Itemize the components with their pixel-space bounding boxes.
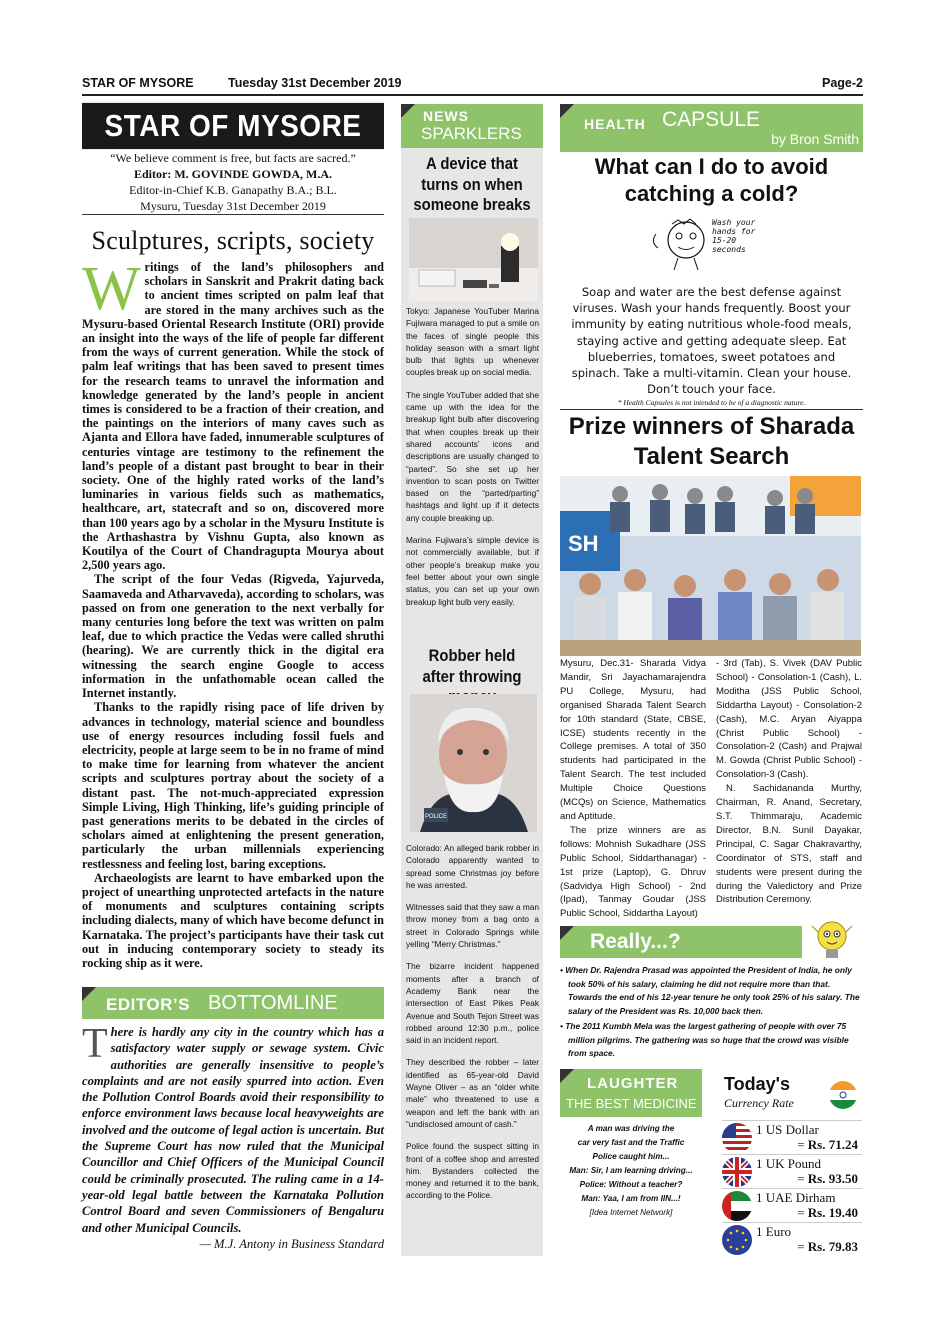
currency-subtitle: Currency Rate	[724, 1096, 794, 1110]
really-facts	[560, 964, 863, 1063]
page-header	[82, 72, 863, 96]
health-label-bold: HEALTH	[584, 116, 646, 132]
bottomline-header	[82, 987, 384, 1019]
header-page-number: Page-2	[822, 76, 863, 90]
sparklers-header	[401, 104, 543, 148]
laughter-label-top: LAUGHTER	[587, 1075, 679, 1092]
sparkler-story1	[406, 305, 539, 618]
sparklers-label-bottom: SPARKLERS	[421, 124, 522, 143]
prize-paragraph: N. Sachidananda Murthy, Chairman, R. Anand, Secretary, S.T. Thimmaraju, Academic Director, B.N. Sunil Dayakar, Principal, C. Sagar Chakravarthy, Coordinator of STS, staff and students were present during the during the Valedictory and Prize Distribution Ceremony.	[716, 783, 862, 906]
laughter-label-bottom: THE BEST MEDICINE	[566, 1096, 697, 1111]
bottomline-body	[82, 1021, 384, 1252]
currency-name: 1 UK Pound	[756, 1156, 822, 1171]
masthead-editor-in-chief: Editor-in-Chief K.B. Ganapathy B.A.; B.L.	[129, 183, 337, 197]
us-flag-icon	[722, 1123, 752, 1153]
banner-text: SH	[568, 531, 599, 556]
currency-row-gbp	[722, 1154, 862, 1189]
currency-equals: =	[797, 1205, 808, 1220]
laughter-joke	[560, 1122, 702, 1220]
currency-row-usd	[722, 1120, 862, 1155]
joke-line: A man was driving the	[587, 1124, 675, 1133]
laughter-header	[560, 1069, 702, 1117]
bottomline-label-bold: EDITOR’S	[106, 995, 190, 1014]
prize-winners-photo	[560, 476, 861, 656]
editorial-paragraph: Archaeologists are learnt to have embarked upon the project of unearthing unprotected artefacts in the nature of monuments and sculptures containing scripts including dialects, many of which have become defunct in Karnataka. The project’s participants have their task cut out in inducing contemporary society to steady its rocking ship as it were.	[82, 870, 384, 970]
joke-line: [Idea Internet Network]	[589, 1208, 673, 1217]
masthead-editor: Editor: M. GOVINDE GOWDA, M.A.	[134, 167, 332, 181]
currency-equals: =	[797, 1239, 808, 1254]
editorial-dropcap: W	[82, 255, 141, 323]
light-bulb-photo	[409, 218, 538, 301]
sparkler-paragraph: Police found the suspect sitting in front of a coffee shop and arrested him. Bystanders collected the money and returned it to the bank, according to the Police.	[406, 1141, 539, 1201]
joke-line: Police caught him...	[592, 1152, 670, 1161]
currency-equals: =	[797, 1171, 808, 1186]
currency-rate: Rs. 71.24	[807, 1137, 858, 1152]
health-text: Soap and water are the best defense against viruses. Wash your hands frequently. Boost your immunity by eating nutritious whole-food meals, staying active and getting adequate sleep. Eat blueberries, tomatoes, sweet potatoes and spinach. Take a multi-vitamin. Clean your house. Don’t touch your face.	[571, 285, 852, 397]
header-date: Tuesday 31st December 2019	[228, 76, 402, 90]
prize-paragraph: - 3rd (Tab), S. Vivek (DAV Public School) - Consolation-1 (Cash), L. Moditha (JSS Public School, Siddartha Layout) - Consolation-2 (Cash), M.C. Aryan Aiyappa (Christ Public School) - Consolation-2 (Cash) and Prajwal M. Gowda (Christ Public School) - Consolation-3 (Cash).	[716, 658, 862, 781]
editorial-paragraph: Thanks to the rapidly rising pace of life driven by advances in technology, material science and boundless use of energy resources including fossil fuels and electricity, people at large seem to be in no frame of mind to make time for learning from whatever the ancient scripts and sculptures portray about the society of a distant past. The not-much-appreciated expression Simple Living, High Thinking, life’s guiding principle of past generations merits to be debated in the circles of scholars aimed at enlightening the present generation, particularly the urban millennials experiencing restlessness and feeling lost, baring exceptions.	[82, 700, 384, 871]
bottomline-label-light: BOTTOMLINE	[208, 992, 338, 1014]
masthead-info	[82, 150, 384, 214]
sparkler-paragraph: Marina Fujiwara’s simple device is not commercially available, but if other people’s breakup make you feel better about your own single status, you can set up your own breakup light bulb very easily.	[406, 535, 539, 607]
uk-flag-icon	[722, 1157, 752, 1187]
sparkler-paragraph: Witnesses said that they saw a man throw money from a bag onto a street in Colorado Springs while yelling “Merry Christmas.”	[406, 902, 539, 950]
sparkler-paragraph: Tokyo: Japanese YouTuber Marina Fujiwara managed to put a smile on the faces of single people this holiday season with a smart light bulb that lights up whenever couples break up on social media.	[406, 306, 539, 378]
sparklers-label-top: NEWS	[423, 108, 469, 124]
bottomline-dropcap: T	[82, 1021, 108, 1067]
joke-line: Police: Without a teacher?	[579, 1180, 683, 1189]
currency-equals: =	[797, 1137, 808, 1152]
prize-text-col2	[716, 657, 862, 907]
sparkler-headline: A device that turns on when someone breaks	[413, 155, 531, 214]
really-label: Really...?	[590, 930, 681, 953]
robber-photo	[410, 694, 537, 832]
currency-title: Today's	[724, 1074, 790, 1094]
health-note: * Health Capsules is not intended to be of a diagnostic nature.	[617, 398, 806, 407]
sparkler-headline: Robber held after throwing	[422, 647, 522, 686]
currency-rate: Rs. 19.40	[807, 1205, 858, 1220]
sparkler-paragraph: The bizarre incident happened moments after a branch of Academy Bank near the intersection of East Pikes Peak Avenue and South Tejon Street was robbed around 12:30 p.m., police said in an incident report.	[406, 961, 539, 1046]
sparkler-paragraph: Colorado: An alleged bank robber in Colorado apparently wanted to spread some Christmas joy before he was arrested.	[406, 843, 539, 890]
joke-line: Man: Sir, I am learning driving...	[569, 1166, 693, 1175]
sparkler-story2	[406, 842, 539, 1212]
currency-rate: Rs. 93.50	[807, 1171, 858, 1186]
masthead-dateline: Mysuru, Tuesday 31st December 2019	[140, 199, 326, 213]
prize-paragraph: Mysuru, Dec.31- Sharada Vidya Mandir, Sri Jayachamarajendra PU College, Mysuru, had organised Sharada Talent Search for 10th standard (State, CBSE, ICSE) students recently in the College premises. A total of 350 students had participated in the Talent Search. The test included Multiple Choice Questions (MCQs) on Science, Mathematics and Aptitude.	[560, 658, 706, 822]
joke-line: Man: Yaa, I am from IIN...!	[581, 1194, 681, 1203]
prize-headline: Prize winners of Sharada Talent Search	[568, 413, 855, 470]
currency-rate: Rs. 79.83	[807, 1239, 858, 1254]
health-byline: by Bron Smith	[771, 131, 859, 147]
bottomline-credit: — M.J. Antony in Business Standard	[199, 1236, 384, 1251]
currency-row-aed	[722, 1188, 862, 1223]
eu-flag-icon	[722, 1225, 752, 1255]
masthead-motto: “We believe comment is free, but facts are sacred.”	[110, 151, 356, 165]
hand-washing-cartoon	[648, 212, 768, 272]
editorial-body	[82, 255, 384, 970]
health-question: What can I do to avoid catching a cold?	[594, 154, 829, 206]
uae-flag-icon	[722, 1191, 752, 1221]
really-item: • The 2011 Kumbh Mela was the largest gathering of people with over 75 million pilgrims. The gathering was so huge that the crowd was visible from space.	[560, 1021, 849, 1058]
really-header	[560, 926, 802, 958]
divider	[82, 214, 384, 215]
health-capsule-header	[560, 104, 863, 152]
divider	[560, 409, 863, 410]
header-paper-name: STAR OF MYSORE	[82, 76, 194, 90]
editorial-headline: Sculptures, scripts, society	[91, 226, 375, 255]
currency-name: 1 US Dollar	[756, 1122, 819, 1137]
bottomline-text: here is hardly any city in the country which has a satisfactory water supply or sewage system. Civic authorities are generally insensitive to people’s complaints and are not easily spurred into action. Even the Pollution Control Boards avoid their responsibility to enforce environment laws because local heavyweights are involved and the outcome of legal action is uncertain. But the Supreme Court has now ruled that the Municipal Councillor and Chief Officers of the Municipal Council could be criminally prosecuted. The ruling came in a 14-year-old legal battle between the Karnataka Pollution Control Board and seven Commissioners of Bengaluru and other Municipal Councils.	[82, 1025, 384, 1235]
currency-rate-box	[718, 1072, 863, 1252]
currency-row-eur	[722, 1222, 862, 1257]
police-badge: POLICE	[424, 814, 448, 820]
prize-text-col1	[560, 657, 706, 921]
india-flag-icon	[828, 1080, 858, 1110]
health-label-light: CAPSULE	[662, 108, 761, 131]
cartoon-caption: Wash your hands for 15-20 seconds	[712, 218, 756, 254]
currency-name: 1 UAE Dirham	[756, 1190, 836, 1205]
currency-name: 1 Euro	[756, 1224, 792, 1239]
joke-line: car very fast and the Traffic	[577, 1138, 685, 1147]
editorial-paragraph: The script of the four Vedas (Rigveda, Yajurveda, Saamaveda and Atharvaveda), according to scholars, was passed on from one generation to the next verbally for many centuries long before the text was written on palm leaf, due to which practice the Vedas were called shruthi (hearing). We are currently thick in the digital era witnessing the search engine Google to access information in the unfathomable ocean called the Internet instantly.	[82, 572, 384, 701]
sparkler-paragraph: The single YouTuber added that she came up with the idea for the breakup light bulb after discovering that when couples break up their shared accounts’ icons and descriptions are usually changed to “parted”. So she set up her invention to scan posts on Twitter based on the “parted/parting” hashtags and light up if it detects any couple breaking up.	[406, 389, 540, 523]
sparkler-paragraph: They described the robber – later identified as 65-year-old David Wayne Oliver – as an “older white male” who threatened to use a weapon and left the bank with an “undisclosed amount of cash.”	[406, 1057, 539, 1129]
editorial-paragraph: ritings of the land’s philosophers and scholars in Sanskrit and Prakrit dating back to ancient times scripted on palm leaf that are stored in the many archives such as the Mysuru-based Oriental Research Institute (ORI) provide an insight into the ways of the life of people far different from the ways of current generation. While the stock of palm leaf writings that has been saved to present times for the research teams to unravel the information and knowledge generated by the land’s people in ancient times is considered to be a fraction of their creation, and the paintings on the interiors of many caves such as Ajanta and Ellora have faded, innumerable sculptures of centuries vintage are testimony to the refinement the land’s people of a distant past brought to bear in their society. One of the highly rated works of the land’s luminaries in various fields such as mathematics, healthcare, art, statecraft and so on, discovered more than 100 years ago by a scholar in the Mysuru Institute is the Arthashastra by Vishnu Gupta, also known as Koutilya of the Court of Chandragupta Mourya about 2,500 years ago.	[82, 260, 384, 573]
masthead-title: STAR OF MYSORE	[82, 103, 384, 149]
really-item: • When Dr. Rajendra Prasad was appointed the President of India, he only took 50% of his salary, claiming he did not require more than that. Towards the end of his 12-year tenure he only took 25% of his salary. The salary of the President was Rs. 10,000 back then.	[560, 965, 860, 1016]
bulb-mascot-icon	[810, 916, 854, 964]
prize-paragraph: The prize winners are as follows: Mohnish Sukadhare (JSS Public School, Siddarthanagar) - 1st prize (Laptop), G. Dhruv (Sadvidya High School) - 2nd (Ipad), Tanmay Goudar (JSS Public School, Siddartha Layout)	[560, 824, 706, 920]
